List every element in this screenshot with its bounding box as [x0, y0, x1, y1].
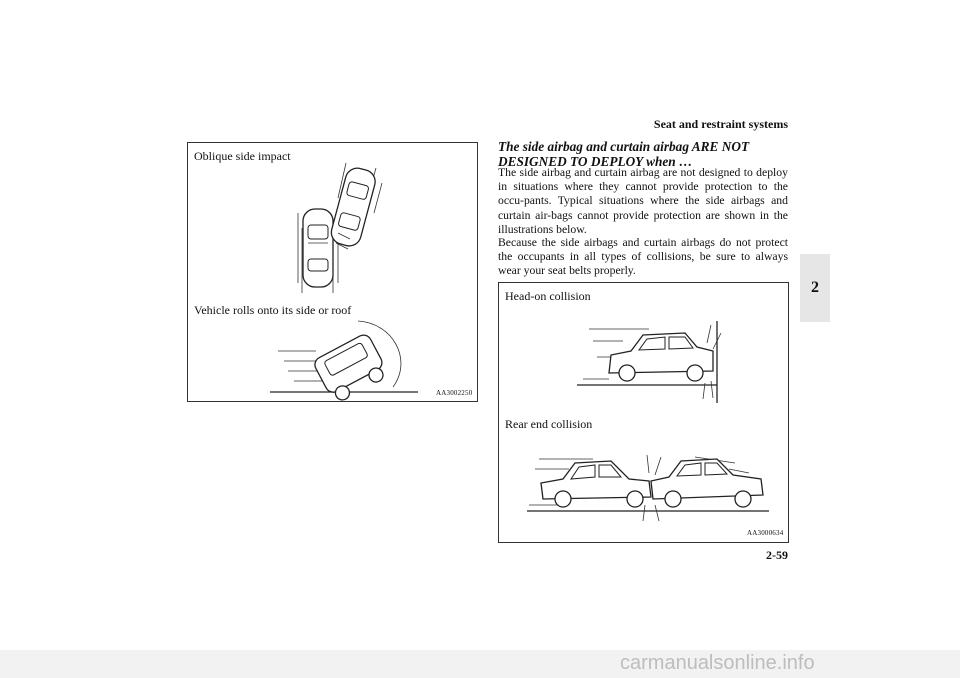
rear-end-illustration — [499, 433, 788, 533]
figure-collisions — [498, 282, 789, 543]
figure-label-oblique-side-impact: Oblique side impact — [194, 149, 291, 163]
paragraph-seat-belts: Because the side airbags and curtain airbags do not protect the occupants in all types of collisions, be sure to always wear your seat belts properly. — [498, 236, 788, 278]
head-on-illustration — [499, 303, 788, 413]
page-number: 2-59 — [766, 548, 788, 562]
paragraph-not-designed: The side airbag and curtain airbag are not designed to deploy in situations where they cannot provide protection to the occu-pants. Typical situations where the side airbags and curtain air-bags cannot provide protection are shown in the illustrations below. — [498, 166, 788, 236]
watermark-bar — [0, 650, 960, 678]
chapter-tab[interactable] — [800, 254, 830, 322]
figure-side-impact — [187, 142, 478, 402]
figure-label-head-on: Head-on collision — [505, 289, 591, 303]
oblique-impact-illustration — [188, 143, 477, 301]
figure-code: AA3002250 — [436, 389, 473, 397]
figure-label-vehicle-rollover: Vehicle rolls onto its side or roof — [194, 303, 352, 317]
figure-label-rear-end: Rear end collision — [505, 417, 593, 431]
rollover-illustration — [188, 315, 477, 401]
figure-code: AA3000634 — [747, 529, 784, 537]
section-heading: The side airbag and curtain airbag ARE NOT DESIGNED TO DEPLOY when … — [498, 139, 750, 169]
watermark-text[interactable]: carmanualsonline.info — [620, 652, 815, 674]
chapter-number: 2 — [811, 279, 819, 296]
section-title: Seat and restraint systems — [653, 117, 788, 131]
